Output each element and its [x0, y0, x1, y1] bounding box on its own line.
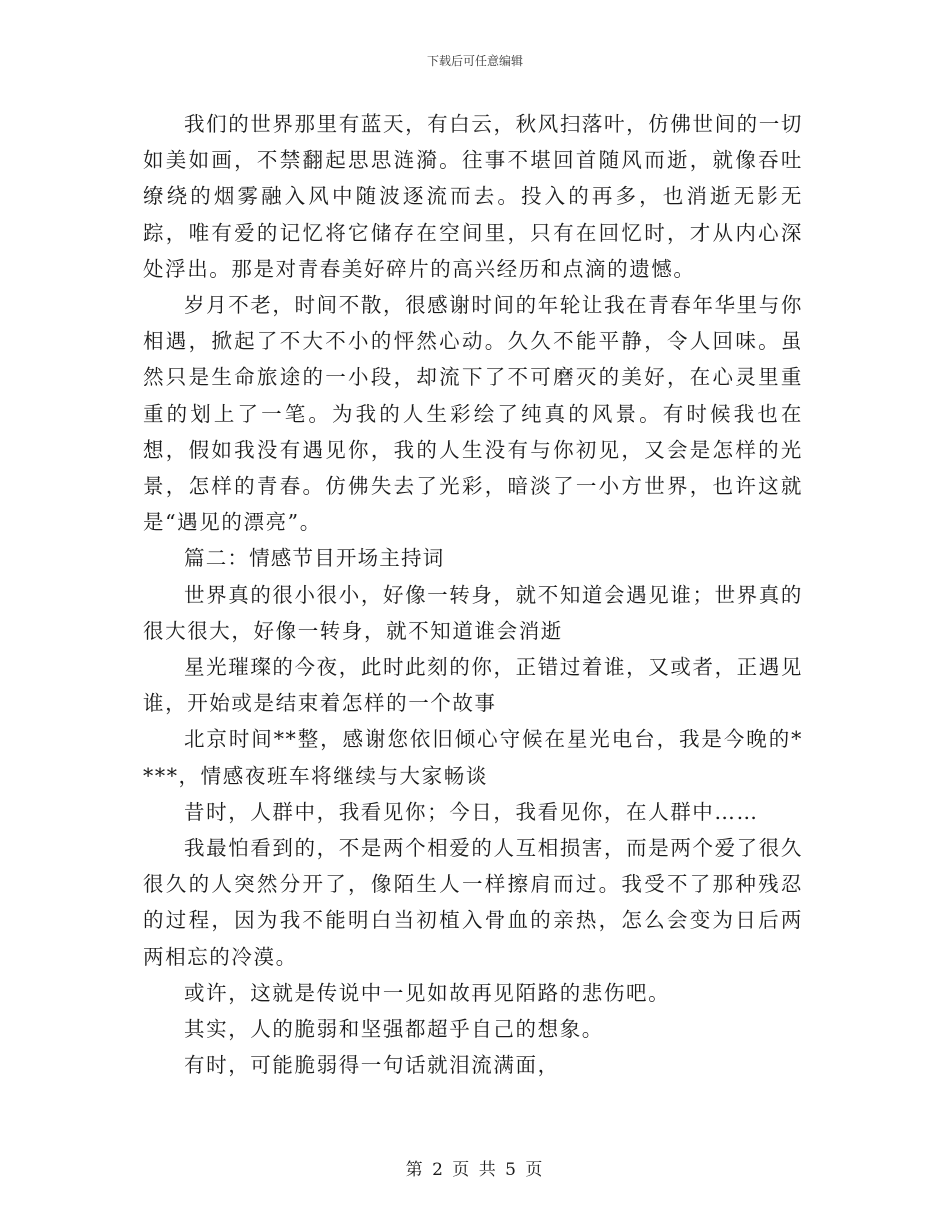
- paragraph-perhaps: 或许，这就是传说中一见如故再见陌路的悲伤吧。: [184, 980, 671, 1005]
- page-header: 下载后可任意编辑: [426, 54, 523, 68]
- document-body: [143, 106, 803, 1083]
- paragraph-actually: 其实，人的脆弱和坚强都超乎自己的想象。: [184, 1017, 604, 1042]
- paragraph-fear: 我最怕看到的，不是两个相爱的人互相损害，而是两个爱了很久很久的人突然分开了，像陌生人一样擦肩而过。我受不了那种残忍的过程，因为我不能明白当初植入骨血的亲热，怎么会变为日后两两相忘的冷漠。: [143, 836, 803, 969]
- paragraph-sometimes: 有时，可能脆弱得一句话就泪流满面，: [184, 1053, 560, 1078]
- paragraph-world: 我们的世界那里有蓝天，有白云，秋风扫落叶，仿佛世间的一切如美如画，不禁翻起思思涟漪。往事不堪回首随风而逝，就像吞吐缭绕的烟雾融入风中随波逐流而去。投入的再多，也消逝无影无踪，唯有爱的记忆将它储存在空间里，只有在回忆时，才从内心深处浮出。那是对青春美好碎片的高兴经历和点滴的遗憾。: [143, 112, 803, 281]
- paragraph-starlight: 星光璀璨的今夜，此时此刻的你，正错过着谁，又或者，正遇见谁，开始或是结束着怎样的一个故事: [143, 655, 803, 716]
- page-number-footer: 第 2 页 共 5 页: [405, 1160, 545, 1180]
- paragraph-small-world: 世界真的很小很小，好像一转身，就不知道会遇见谁；世界真的很大很大，好像一转身，就不知道谁会消逝: [143, 582, 803, 643]
- section-heading: 篇二：情感节目开场主持词: [184, 546, 445, 571]
- paragraph-years: 岁月不老，时间不散，很感谢时间的年轮让我在青春年华里与你相遇，掀起了不大不小的怦然心动。久久不能平静，令人回味。虽然只是生命旅途的一小段，却流下了不可磨灭的美好，在心灵里重重的划上了一笔。为我的人生彩绘了纯真的风景。有时候我也在想，假如我没有遇见你，我的人生没有与你初见，又会是怎样的光景，怎样的青春。仿佛失去了光彩，暗淡了一小方世界，也许这就是“遇见的漂亮”。: [143, 293, 803, 535]
- paragraph-beijing-time: 北京时间**整，感谢您依旧倾心守候在星光电台，我是今晚的****，情感夜班车将继续与大家畅谈: [143, 727, 803, 788]
- paragraph-crowd: 昔时，人群中，我看见你；今日，我看见你，在人群中……: [184, 799, 759, 824]
